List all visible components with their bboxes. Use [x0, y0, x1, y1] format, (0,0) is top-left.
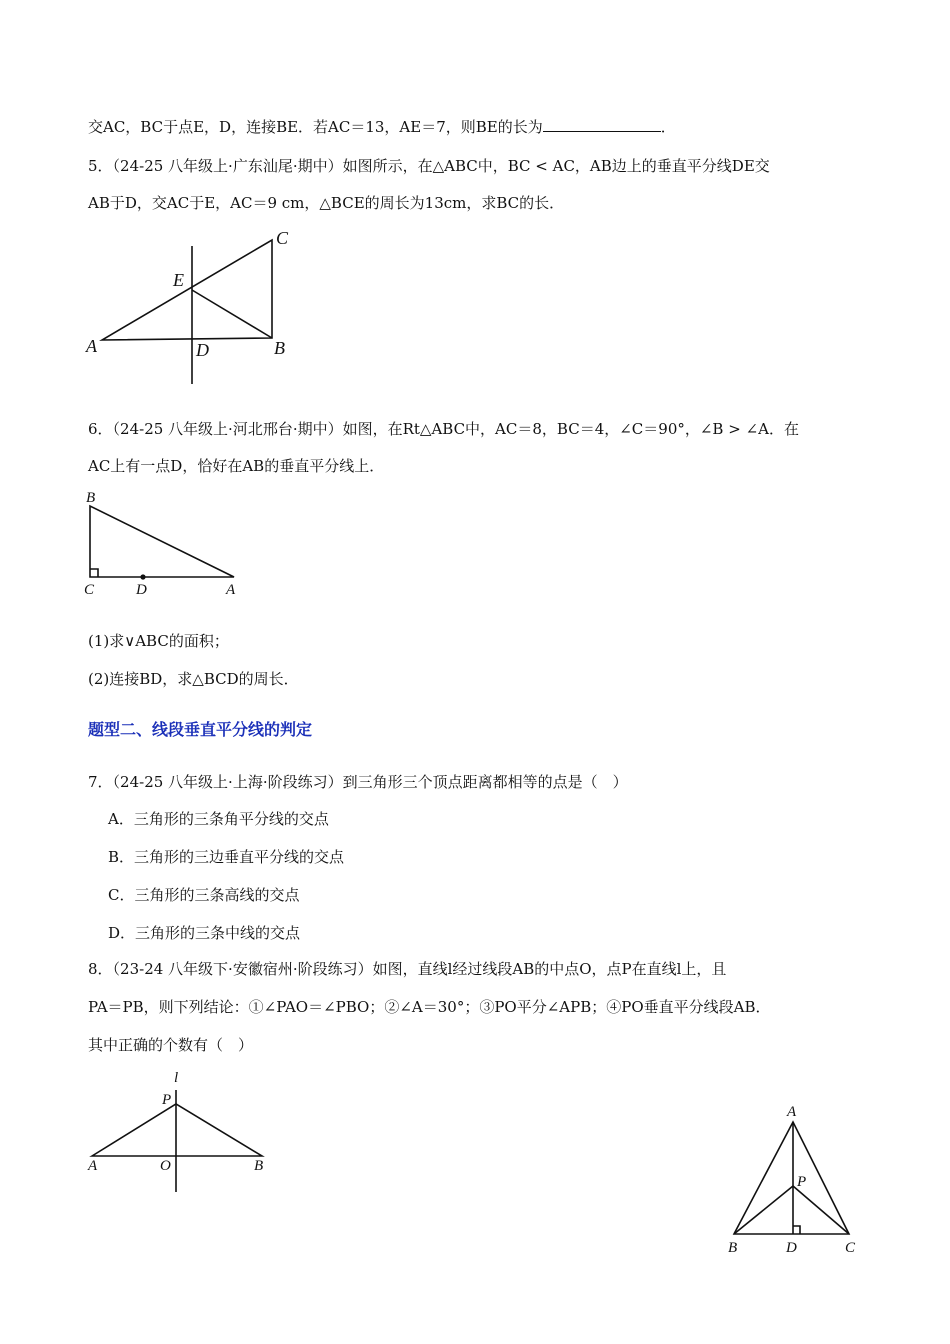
q5-label-e: E	[173, 270, 184, 290]
q6-label-a: A	[226, 582, 236, 598]
q8-triangle	[92, 1104, 262, 1156]
q5-label-c: C	[276, 228, 289, 248]
extra-label-p: P	[797, 1174, 807, 1190]
q7-option-b: B．三角形的三边垂直平分线的交点	[108, 848, 345, 866]
extra-label-a: A	[787, 1104, 797, 1120]
q6-triangle	[90, 506, 234, 577]
extra-segment-bp	[734, 1186, 793, 1234]
q8-line2: PA＝PB，则下列结论：①∠PAO＝∠PBO；②∠A＝30°；③PO平分∠APB；④PO垂直平分线段AB．	[88, 998, 771, 1016]
q6-sub1: (1)求∨ABC的面积；	[88, 632, 229, 650]
extra-right-angle-mark	[793, 1226, 800, 1234]
q6-label-b: B	[86, 490, 96, 506]
q5-line2: AB于D，交AC于E，AC＝9 cm，△BCE的周长为13cm，求BC的长．	[88, 194, 565, 212]
q6-label-c: C	[84, 582, 95, 598]
q4-tail-text: 交AC，BC于点E，D，连接BE．若AC＝13，AE＝7，则BE的长为	[88, 118, 543, 136]
q5-segment-be	[192, 290, 272, 338]
q6-right-angle-mark	[90, 569, 98, 577]
answer-blank	[543, 117, 661, 132]
extra-label-b: B	[728, 1240, 738, 1256]
q5-line1: 5．（24-25 八年级上·广东汕尾·期中）如图所示，在△ABC中，BC < AC，AB边上的垂直平分线DE交	[88, 157, 770, 175]
extra-label-c: C	[845, 1240, 856, 1256]
q6-line2: AC上有一点D，恰好在AB的垂直平分线上．	[88, 457, 385, 475]
extra-outer-triangle	[734, 1122, 849, 1234]
q6-line1: 6．（24-25 八年级上·河北邢台·期中）如图，在Rt△ABC中，AC＝8，BC＝4，∠C＝90°，∠B > ∠A．在	[88, 420, 799, 438]
q8-line1: 8．（23-24 八年级下·安徽宿州·阶段练习）如图，直线l经过线段AB的中点O，点P在直线l上，且	[88, 960, 727, 978]
q8-line3: 其中正确的个数有（ ）	[88, 1036, 254, 1054]
q8-figure	[86, 1066, 286, 1196]
section-heading: 题型二、线段垂直平分线的判定	[88, 720, 313, 739]
q4-tail	[88, 116, 676, 138]
q8-label-p: P	[162, 1092, 172, 1108]
q7-stem: 7．（24-25 八年级上·上海·阶段练习）到三角形三个顶点距离都相等的点是（ ）	[88, 773, 628, 791]
q5-label-b: B	[274, 338, 285, 358]
q8-label-o: O	[160, 1158, 171, 1174]
q6-figure	[84, 490, 254, 600]
q4-tail-end: ．	[660, 118, 676, 136]
q7-option-c: C．三角形的三条高线的交点	[108, 886, 300, 904]
q6-label-d: D	[136, 582, 147, 598]
q5-label-a: A	[86, 336, 97, 356]
q5-label-d: D	[196, 340, 209, 360]
q6-sub2: (2)连接BD，求△BCD的周长．	[88, 670, 299, 688]
q7-option-a: A．三角形的三条角平分线的交点	[108, 810, 329, 828]
q5-figure	[84, 228, 324, 388]
q5-triangle	[102, 240, 272, 340]
q6-point-d	[140, 574, 145, 579]
extra-label-d: D	[786, 1240, 797, 1256]
q8-label-b: B	[254, 1158, 264, 1174]
q8-label-l: l	[174, 1070, 179, 1086]
q7-option-d: D．三角形的三条中线的交点	[108, 924, 301, 942]
q8-label-a: A	[88, 1158, 98, 1174]
extra-figure	[724, 1100, 874, 1260]
extra-segment-cp	[793, 1186, 849, 1234]
